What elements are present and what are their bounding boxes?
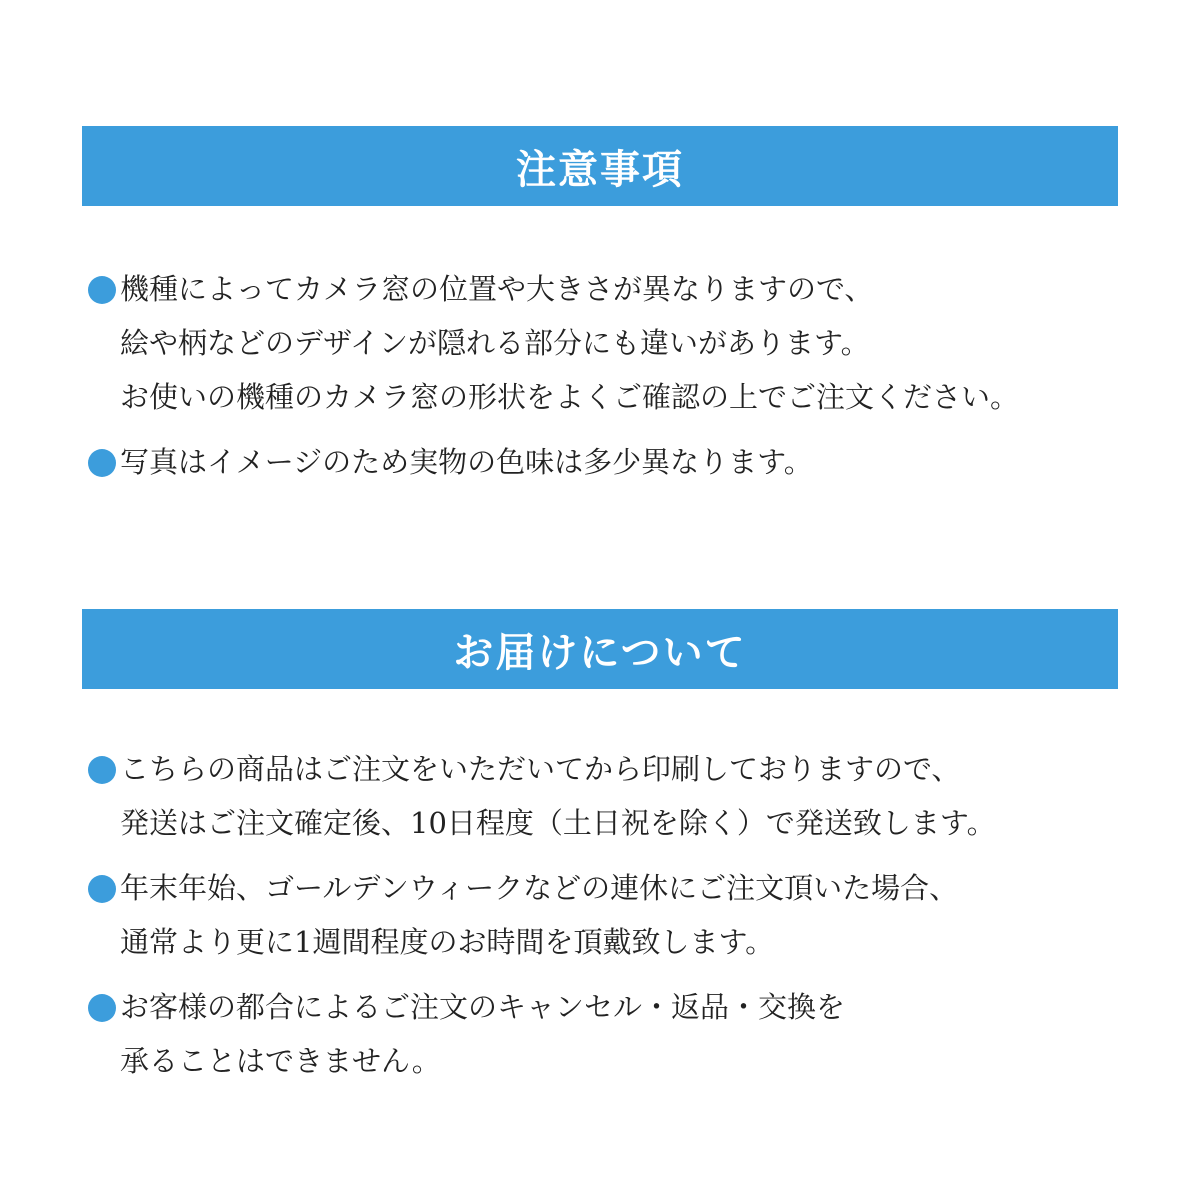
list-item bbox=[88, 980, 1168, 1088]
item-line: 発送はご注文確定後、10日程度（土日祝を除く）で発送致します。 bbox=[120, 806, 996, 840]
item-line: こちらの商品はご注文をいただいてから印刷しておりますので、 bbox=[120, 752, 961, 786]
list-item bbox=[88, 262, 1168, 424]
delivery-list bbox=[88, 742, 1168, 1099]
item-line: お使いの機種のカメラ窓の形状をよくご確認の上でご注文ください。 bbox=[120, 380, 1020, 414]
item-line: 機種によってカメラ窓の位置や大きさが異なりますので、 bbox=[120, 272, 874, 306]
delivery-title: お届けについて bbox=[453, 629, 747, 676]
item-line: 通常より更に1週間程度のお時間を頂戴致します。 bbox=[120, 925, 775, 959]
bullet-dot-icon bbox=[88, 994, 116, 1022]
bullet-dot-icon bbox=[88, 449, 116, 477]
bullet-dot-icon bbox=[88, 276, 116, 304]
item-line: 絵や柄などのデザインが隠れる部分にも違いがあります。 bbox=[120, 326, 870, 360]
list-item bbox=[88, 742, 1168, 850]
notes-title: 注意事項 bbox=[516, 146, 684, 193]
item-line: 承ることはできません。 bbox=[120, 1044, 441, 1078]
list-item bbox=[88, 435, 1168, 489]
notes-header bbox=[82, 126, 1118, 206]
item-line: お客様の都合によるご注文のキャンセル・返品・交換を bbox=[120, 990, 846, 1024]
bullet-dot-icon bbox=[88, 875, 116, 903]
item-line: 年末年始、ゴールデンウィークなどの連休にご注文頂いた場合、 bbox=[120, 871, 959, 905]
list-item bbox=[88, 861, 1168, 969]
notes-list bbox=[88, 262, 1168, 500]
item-line: 写真はイメージのため実物の色味は多少異なります。 bbox=[120, 445, 813, 479]
delivery-header bbox=[82, 609, 1118, 689]
bullet-dot-icon bbox=[88, 756, 116, 784]
